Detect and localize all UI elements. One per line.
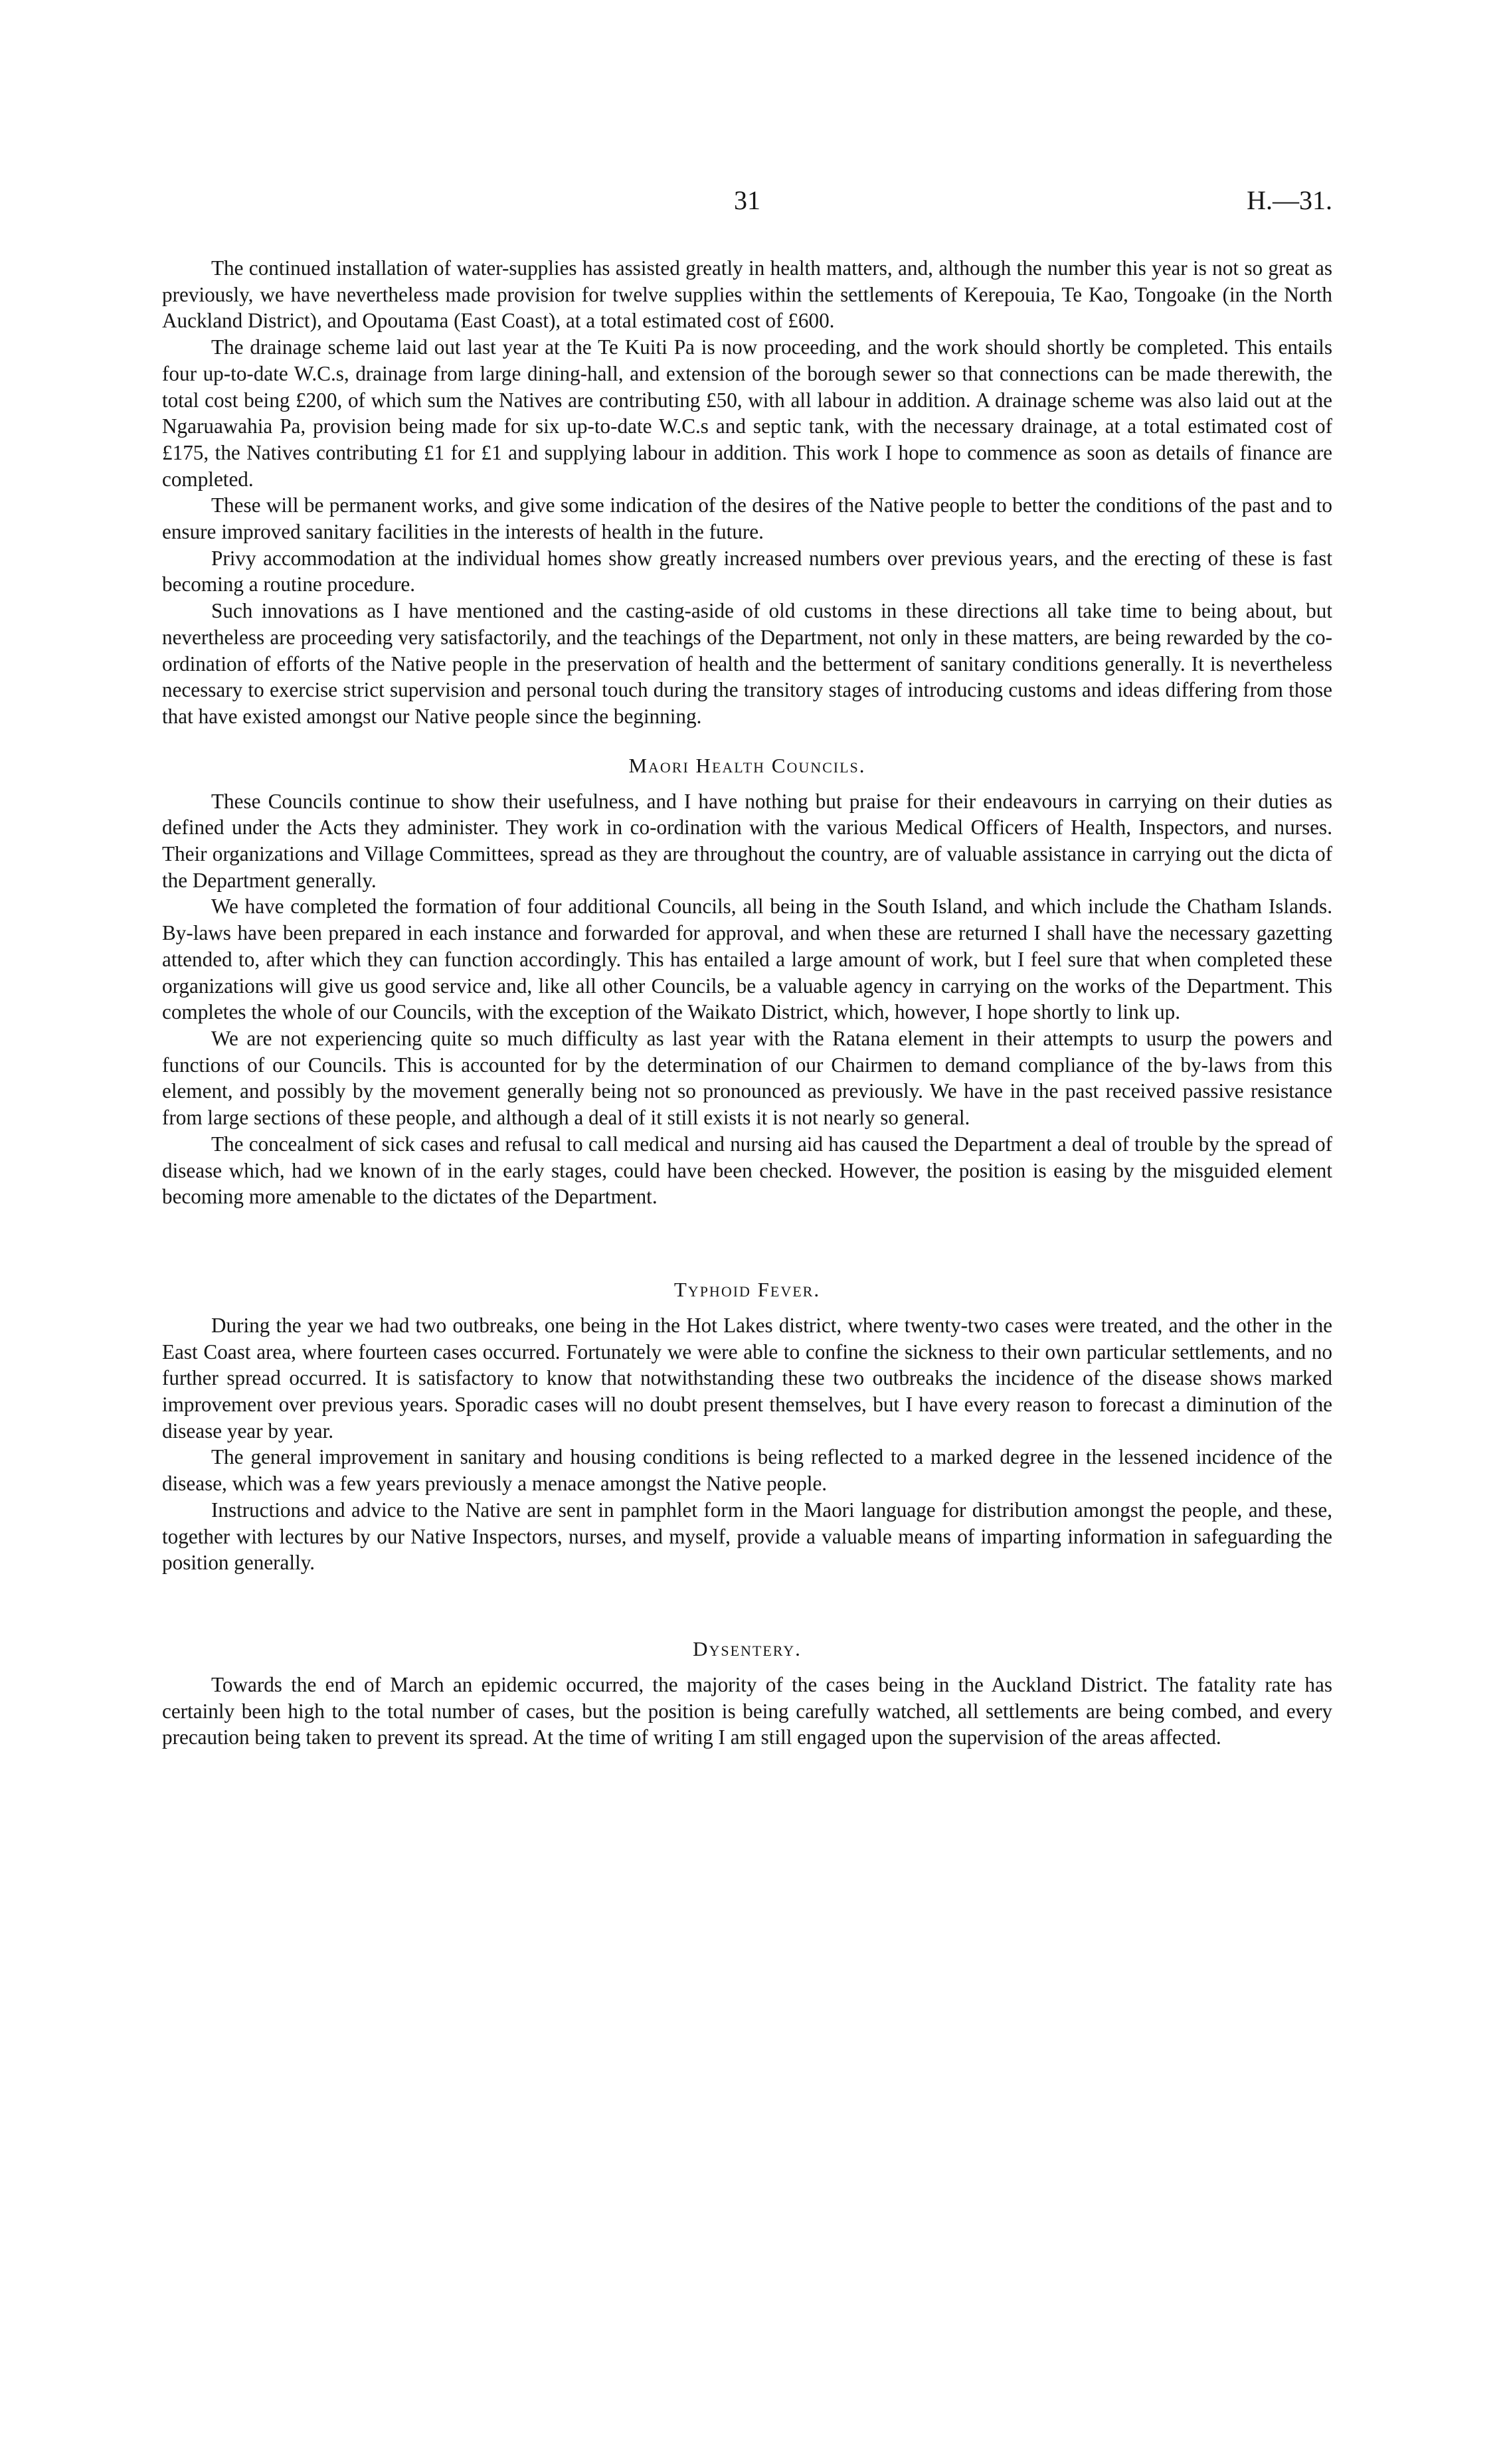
section-heading-health-councils: Maori Health Councils. — [628, 753, 866, 777]
paragraph: Privy accommodation at the individual homes show greatly increased numbers over previous years, and the erecting of these is fast becoming a routine procedure. — [162, 546, 1332, 596]
document-body — [162, 255, 1332, 1751]
paragraph: We are not experiencing quite so much difficulty as last year with the Ratana element in their attempts to usurp the powers and functions of our Councils. This is accounted for by the determination of our Chairmen to demand compliance of the by-laws from this element, and possibly by the movement generally being not so pronounced as previously. We have in the past received passive resistance from large sections of these people, and although a deal of it still exists it is not nearly so general. — [162, 1026, 1332, 1130]
paragraph: These Councils continue to show their usefulness, and I have nothing but praise for their endeavours in carrying on their duties as defined under the Acts they administer. They work in co-ordination with the various Medical Officers of Health, Inspectors, and nurses. Their organizations and Village Committees, spread as they are throughout the country, are of valuable assistance in carrying out the dicta of the Department generally. — [162, 789, 1332, 892]
paragraph: Instructions and advice to the Native are sent in pamphlet form in the Maori language for distribution amongst the people, and these, together with lectures by our Native Inspectors, nurses, and myself, provide a valuable means of imparting information in safeguarding the position generally. — [162, 1498, 1332, 1575]
section-heading-dysentery: Dysentery. — [693, 1636, 802, 1660]
page-header — [162, 185, 1332, 224]
paragraph: During the year we had two outbreaks, one being in the Hot Lakes district, where twenty-two cases were treated, and the other in the East Coast area, where fourteen cases occurred. Fortunately we were able to confine the sickness to their own particular settlements, and no further spread occurred. It is satisfactory to know that notwithstanding these two outbreaks the incidence of the disease shows marked improvement over previous years. Sporadic cases will no doubt present themselves, but I have every reason to forecast a diminution of the disease year by year. — [162, 1313, 1332, 1443]
intro-section — [162, 255, 1332, 730]
paragraph: Such innovations as I have mentioned and the casting-aside of old customs in these directions all take time to being about, but nevertheless are proceeding very satisfactorily, and the teachings of the Department, not only in these matters, are being rewarded by the co-ordination of efforts of the Native people in the preservation of health and the betterment of sanitary conditions generally. It is nevertheless necessary to exercise strict supervision and personal touch during the transitory stages of introducing customs and ideas differing from those that have existed amongst our Native people since the beginning. — [162, 599, 1332, 728]
page-number: 31 — [734, 185, 760, 215]
paragraph: The general improvement in sanitary and housing conditions is being reflected to a marked degree in the lessened incidence of the disease, which was a few years previously a menace amongst the Native people. — [162, 1445, 1332, 1496]
typhoid-section — [162, 1276, 1332, 1576]
paragraph: Towards the end of March an epidemic occurred, the majority of the cases being in the Auckland District. The fatality rate has certainly been high to the total number of cases, but the position is being carefully watched, all settlements are being combed, and every precaution being taken to prevent its spread. At the time of writing I am still engaged upon the supervision of the areas affected. — [162, 1672, 1332, 1749]
health-councils-section — [162, 752, 1332, 1210]
section-heading-typhoid-fever: Typhoid Fever. — [673, 1277, 821, 1301]
paragraph: These will be permanent works, and give some indication of the desires of the Native people to better the conditions of the past and to ensure improved sanitary facilities in the interests of health in the future. — [162, 493, 1332, 544]
paragraph: The continued installation of water-supplies has assisted greatly in health matters, and, although the number this year is not so great as previously, we have nevertheless made provision for twelve supplies within the settlements of Kerepouia, Te Kao, Tongoake (in the North Auckland District), and Opoutama (East Coast), at a total estimated cost of £600. — [162, 256, 1332, 333]
dysentery-section — [162, 1636, 1332, 1751]
paragraph: The concealment of sick cases and refusal to call medical and nursing aid has caused the Department a deal of trouble by the spread of disease which, had we known of in the early stages, could have been checked. However, the position is easing by the misguided element becoming more amenable to the dictates of the Department. — [162, 1132, 1332, 1209]
document-reference: H.—31. — [1247, 185, 1332, 215]
paragraph: We have completed the formation of four additional Councils, all being in the South Island, and which include the Chatham Islands. By-laws have been prepared in each instance and forwarded for approval, and when these are returned I shall have the necessary gazetting attended to, after which they can function accordingly. This has entailed a large amount of work, but I feel sure that when completed these organizations will give us good service and, like all other Councils, be a valuable agency in carrying on the works of the Department. This completes the whole of our Councils, with the exception of the Waikato District, which, however, I hope shortly to link up. — [162, 895, 1332, 1024]
paragraph: The drainage scheme laid out last year at the Te Kuiti Pa is now proceeding, and the work should shortly be completed. This entails four up-to-date W.C.s, drainage from large dining-hall, and extension of the borough sewer so that connections can be made therewith, the total cost being £200, of which sum the Natives are contributing £50, with all labour in addition. A drainage scheme was also laid out at the Ngaruawahia Pa, provision being made for six up-to-date W.C.s and septic tank, with the necessary drainage, at a total estimated cost of £175, the Natives contributing £1 for £1 and supplying labour in addition. This work I hope to commence as soon as details of finance are completed. — [162, 335, 1332, 491]
